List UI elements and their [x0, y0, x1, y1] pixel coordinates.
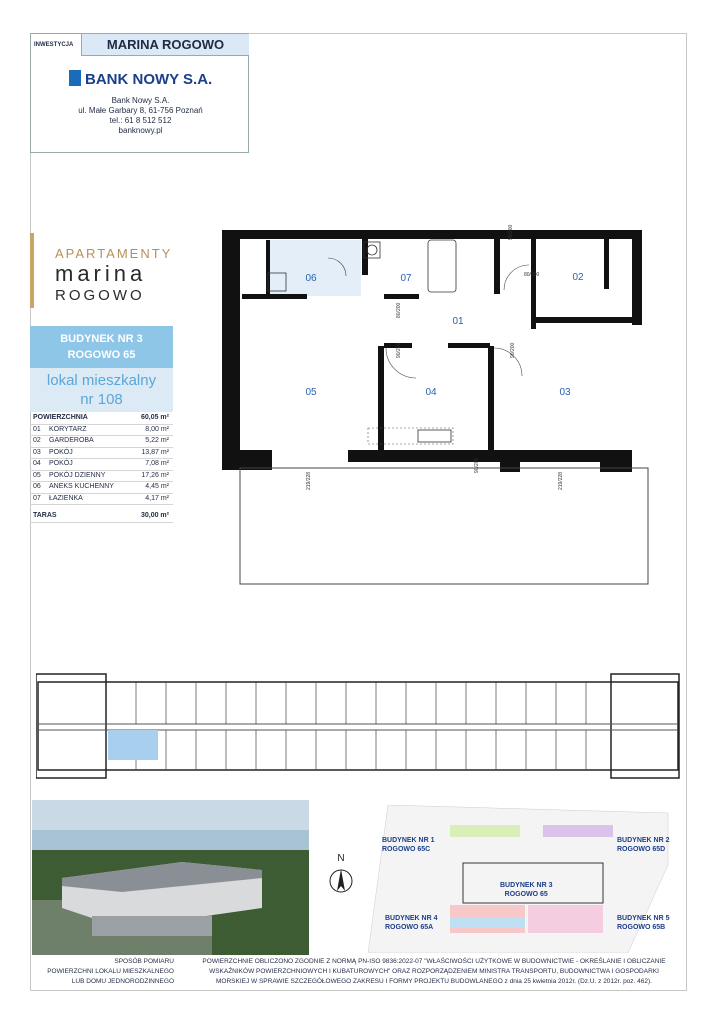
area-row [30, 494, 173, 506]
door-dim: 90/200 [510, 342, 516, 358]
logo-line-2: marina [55, 261, 147, 286]
door-dim: 80/200 [396, 302, 402, 318]
window-dim: 219/228 [306, 471, 312, 490]
investment-label: INWESTYCJA [34, 42, 74, 48]
footer-right-line: POWIERZCHNIE OBLICZONO ZGODNIE Z NORMĄ PN-ISO 9836:2022-07 "WŁAŚCIWOŚCI UŻYTKOWE W BUDOWNICTWIE - OKREŚLANIE I OBLICZANIE [202, 958, 666, 965]
building-3-label [500, 881, 553, 899]
room-area: 17,26 m² [141, 471, 169, 479]
room-name: GARDEROBA [49, 437, 94, 444]
room-label: 02 [572, 272, 584, 283]
room-name: KORYTARZ [49, 425, 87, 433]
room-area: 4,17 m² [145, 494, 169, 502]
building-2-block [543, 825, 613, 837]
area-row [30, 471, 173, 483]
north-label: N [337, 853, 345, 864]
bank-logo-text: BANK NOWY S.A. [85, 71, 213, 88]
building-name: BUDYNEK NR 5 [617, 915, 670, 922]
building-addr: ROGOWO 65B [617, 924, 666, 931]
bank-address [31, 96, 250, 136]
room-no: 03 [33, 448, 41, 456]
footer-left-line: LUB DOMU JEDNORODZINNEGO [71, 978, 174, 985]
unit-grid [136, 682, 586, 770]
building-number: BUDYNEK NR 3 [60, 333, 143, 345]
window-dim: 219/228 [558, 471, 564, 490]
door-dim: 80/200 [524, 272, 540, 278]
area-row [30, 459, 173, 471]
building-2-label [617, 836, 670, 854]
measurement-method-label [30, 957, 178, 987]
area-total-row [30, 413, 173, 425]
marina-rogowo-logo [30, 233, 180, 308]
room-name: ŁAZIENKA [49, 494, 83, 502]
unit-badge [30, 368, 173, 412]
room-label: 07 [400, 273, 412, 284]
room-name: POKÓJ [49, 448, 73, 456]
bank-line: banknowy.pl [118, 126, 163, 135]
bank-line: ul. Małe Garbary 8, 61-756 Poznań [78, 106, 203, 115]
bank-line: Bank Nowy S.A. [111, 96, 170, 105]
building-name: BUDYNEK NR 3 [500, 882, 553, 889]
building-4-label [385, 914, 438, 932]
investment-header [30, 33, 249, 153]
terrace-label: TARAS [33, 512, 57, 519]
room-name: ANEKS KUCHENNY [49, 483, 114, 490]
measurement-method-text [181, 957, 687, 987]
room-name: POKÓJ DZIENNY [49, 471, 106, 479]
door-dim: 90/200 [508, 224, 514, 240]
terrace-value: 30,00 m² [140, 512, 169, 519]
room-label: 05 [305, 387, 317, 398]
room-no: 02 [33, 437, 41, 444]
footer-left-line: POWIERZCHNI LOKALU MIESZKALNEGO [47, 968, 174, 975]
building-addr: ROGOWO 65A [385, 924, 434, 931]
area-total-label: POWIERZCHNIA [33, 414, 88, 421]
area-row [30, 448, 173, 460]
building-name: BUDYNEK NR 1 [382, 837, 435, 844]
unit-number: nr 108 [80, 391, 123, 408]
building-addr: ROGOWO 65 [504, 891, 548, 898]
building-badge [30, 326, 173, 368]
building-name: BUDYNEK NR 2 [617, 837, 670, 844]
room-label: 06 [305, 273, 317, 284]
area-total-value: 60,05 m² [140, 414, 169, 421]
bank-line: tel.: 61 8 512 512 [109, 116, 172, 125]
room-label: 01 [452, 316, 464, 327]
room-area: 5,22 m² [145, 437, 169, 444]
room-no: 06 [33, 483, 41, 490]
building-1-label [382, 836, 435, 854]
logo-line-3: ROGOWO [55, 287, 145, 304]
terrace-outline [240, 468, 648, 584]
building-1-block [450, 825, 520, 837]
room-name: POKÓJ [49, 460, 73, 467]
building-5-block [528, 905, 603, 933]
footer-right-line: WSKAŹNIKÓW POWIERZCHNIOWYCH I KUBATUROWYCH" ORAZ ROZPORZĄDZENIEM MINISTRA TRANSPORTU, BUDOWNICTWA I GOSPODARKI [209, 968, 659, 975]
area-table [30, 413, 173, 523]
building-name: BUDYNEK NR 4 [385, 915, 438, 922]
logo-line-1: APARTAMENTY [55, 246, 173, 261]
building-address: ROGOWO 65 [67, 349, 136, 361]
room-area: 13,87 m² [141, 448, 169, 456]
room-no: 01 [33, 425, 41, 433]
floor-plan [218, 218, 656, 588]
unit-highlight [108, 730, 158, 760]
terrace-row [30, 511, 173, 523]
logo-accent-bar [30, 233, 34, 308]
footer-left-line: SPOSÓB POMIARU [114, 958, 174, 965]
unit-type: lokal mieszkalny [46, 372, 157, 389]
door-dim: 90/200 [396, 342, 402, 358]
room-area: 7,08 m² [145, 460, 169, 467]
area-row [30, 482, 173, 494]
room-no: 07 [33, 494, 41, 502]
area-row [30, 425, 173, 437]
room-label: 03 [559, 387, 571, 398]
room-no: 04 [33, 460, 41, 467]
kitchen-fill [266, 240, 361, 296]
bank-building-icon [69, 70, 81, 86]
bank-logo [69, 70, 212, 88]
sliding-unit [418, 430, 451, 442]
visualization-image [32, 800, 309, 955]
room-area: 4,45 m² [145, 483, 169, 490]
building-5-label [617, 914, 670, 932]
footer-right-line: MORSKIEJ W SPRAWIE SZCZEGÓŁOWEGO ZAKRESU I FORMY PROJEKTU BUDOWLANEGO z dnia 25 kwietnia 2012r. (Dz.U. z 2012r. poz. 462). [216, 978, 652, 985]
building-addr: ROGOWO 65D [617, 846, 666, 853]
room-no: 05 [33, 471, 41, 479]
bathtub [428, 240, 456, 292]
building-floor-overview [36, 672, 681, 780]
north-arrow-icon [326, 851, 356, 897]
room-area: 8,00 m² [145, 425, 169, 433]
area-row [30, 436, 173, 448]
room-label: 04 [425, 387, 437, 398]
building-addr: ROGOWO 65C [382, 846, 431, 853]
project-name: MARINA ROGOWO [81, 34, 249, 56]
door-dim: 90/200 [474, 457, 480, 473]
